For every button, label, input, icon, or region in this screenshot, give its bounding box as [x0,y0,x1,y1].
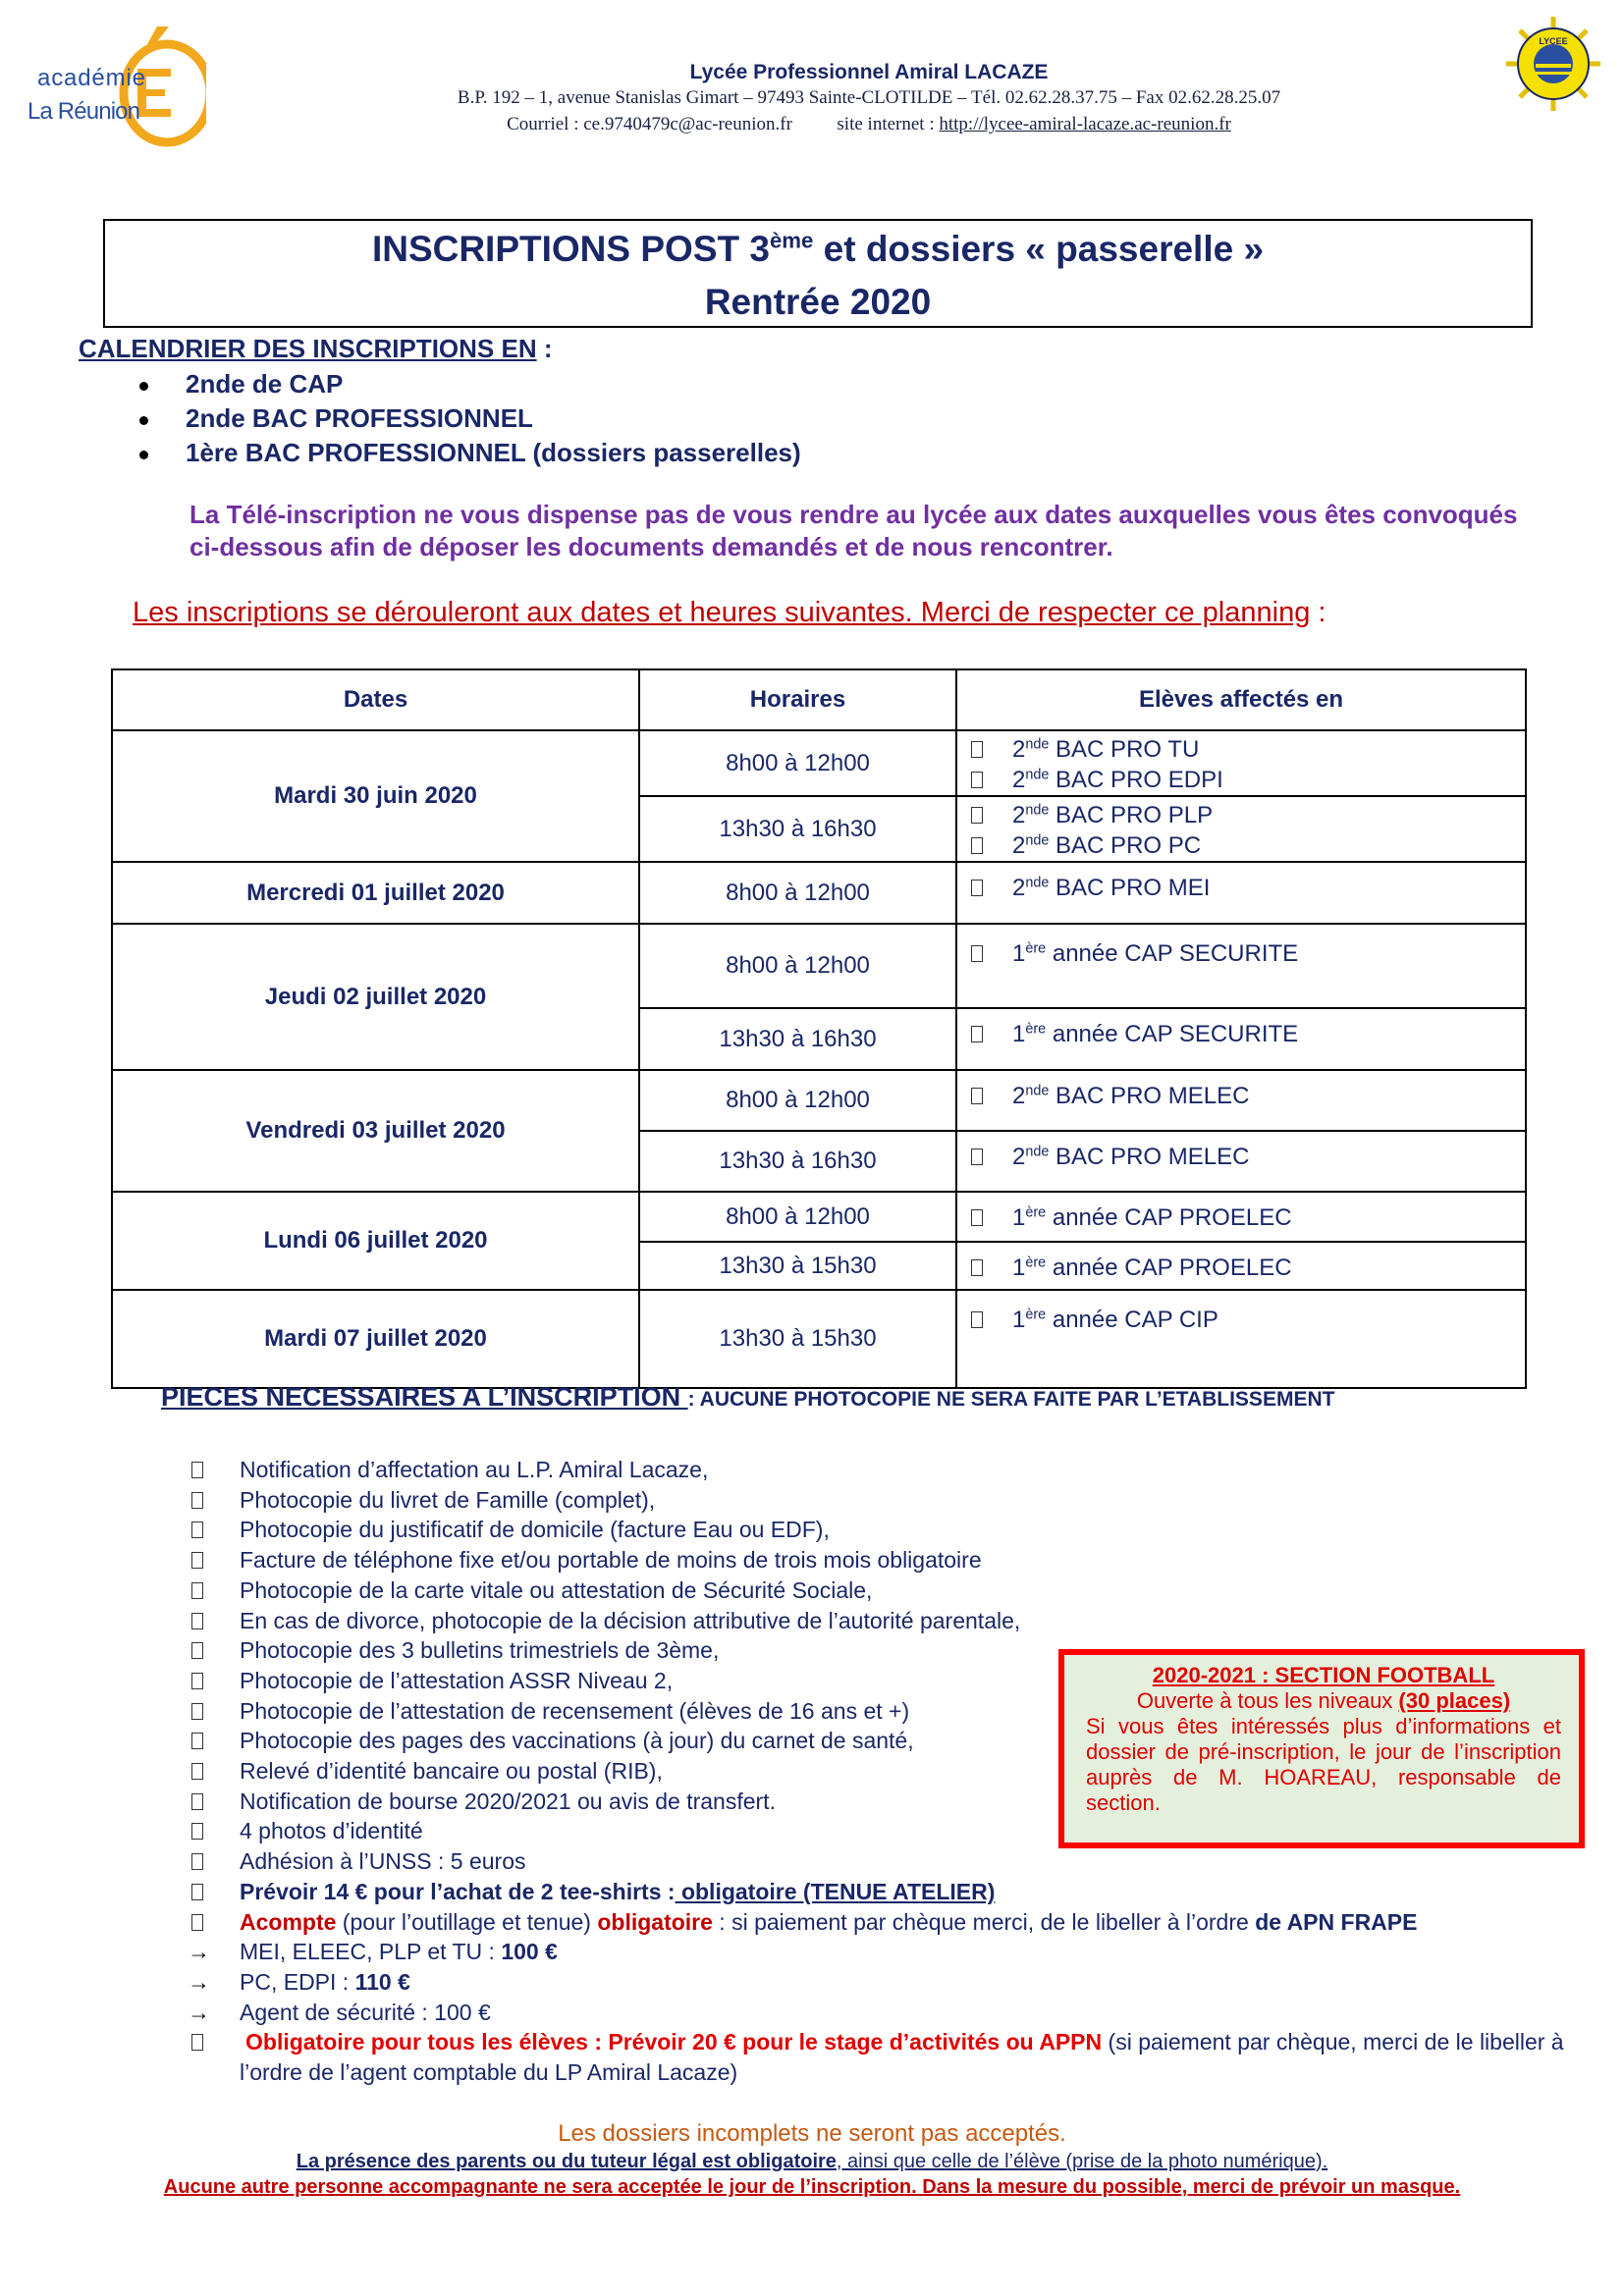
hours-cell: 13h30 à 15h30 [639,1242,956,1290]
football-levels: Ouverte à tous les niveaux (30 places) [1136,1688,1511,1713]
checkbox-icon [971,772,983,788]
calendar-heading: CALENDRIER DES INSCRIPTIONS EN : [79,334,553,363]
hours-cell: 13h30 à 16h30 [639,1008,956,1070]
column-header: Horaires [639,669,956,730]
checkbox-icon [191,1522,203,1538]
hours-cell: 8h00 à 12h00 [639,1070,956,1131]
checkbox-icon [971,880,983,896]
piece-item: 4 photos d’identité [191,1816,1586,1846]
checkbox-icon [191,1914,203,1931]
classes-cell [956,1070,1526,1131]
hours-cell: 13h30 à 16h30 [639,796,956,862]
school-name: Lycée Professionnel Amiral LACAZE [689,61,1049,83]
piece-item: Photocopie du justificatif de domicile (facture Eau ou EDF), [191,1515,1586,1545]
arrow-icon: → [188,1968,210,1995]
hours-cell: 8h00 à 12h00 [639,730,956,796]
piece-item: Photocopie des pages des vaccinations (à jour) du carnet de santé, [191,1726,1586,1756]
date-cell: Jeudi 02 juillet 2020 [112,924,639,1070]
date-cell: Mardi 07 juillet 2020 [112,1290,639,1388]
checkbox-icon [971,837,983,854]
checkbox-icon [971,1259,983,1276]
checkbox-icon [191,1673,203,1689]
date-cell: Lundi 06 juillet 2020 [112,1192,639,1290]
pieces-subheading: : AUCUNE PHOTOCOPIE NE SERA FAITE PAR L’ETABLISSEMENT [687,1388,1335,1411]
checkbox-icon [191,1853,203,1870]
classes-cell [956,796,1526,862]
checkbox-icon [191,1492,203,1509]
class-item: 1ère année CAP SECURITE [971,938,1525,969]
school-address: B.P. 192 – 1, avenue Stanislas Gimart – 97493 Sainte-CLOTILDE – Tél. 02.62.28.37.75 – Fax 02.62.28.25.07 [457,87,1281,108]
price-item: → Agent de sécurité : 100 € [191,1998,1586,2028]
svg-text:LYCEE: LYCEE [1539,36,1568,46]
hours-cell: 8h00 à 12h00 [639,862,956,924]
no-companion-notice: Aucune autre personne accompagnante ne sera acceptée le jour de l’inscription. Dans la mesure du possible, merci de prévoir un masque. [163,2176,1461,2198]
bullet-icon [139,451,148,459]
calendar-item: 2nde BAC PROFESSIONNEL [139,403,533,434]
schedule-row [112,1192,1526,1242]
checkbox-icon [971,741,983,758]
bullet-icon [139,382,148,391]
checkbox-icon [191,1884,203,1900]
pieces-heading: PIECES NECESSAIRES A L’INSCRIPTION : AUCUNE PHOTOCOPIE NE SERA FAITE PAR L’ETABLISSEMENT [161,1382,1335,1412]
football-body: Si vous êtes intéressés plus d’informations et dossier de pré-inscription, le jour de l’inscription auprès de M. HOAREAU, responsable de section. [1086,1714,1561,1815]
column-header: Elèves affectés en [956,669,1526,730]
class-item: 2nde BAC PRO MEI [971,873,1525,903]
tshirts-item: Prévoir 14 € pour l’achat de 2 tee-shirts : obligatoire (TENUE ATELIER) [191,1877,1586,1907]
checkbox-icon [191,1582,203,1599]
class-item: 2nde BAC PRO MELEC [971,1081,1525,1111]
checkbox-icon [191,1613,203,1629]
classes-cell [956,1290,1526,1388]
checkbox-icon [971,1088,983,1104]
class-item: 1ère année CAP PROELEC [971,1253,1525,1283]
schedule-row [112,1070,1526,1131]
checkbox-icon [971,1311,983,1328]
title-line-1: INSCRIPTIONS POST 3ème et dossiers « passerelle » [371,228,1265,269]
title-line-2: Rentrée 2020 [704,282,932,322]
piece-item: Notification de bourse 2020/2021 ou avis de transfert. [191,1787,1586,1817]
checkbox-icon [191,1793,203,1810]
classes-cell [956,1192,1526,1242]
schedule-notice: Les inscriptions se dérouleront aux dates et heures suivantes. Merci de respecter ce planning : [133,597,1326,628]
classes-cell [956,924,1526,1008]
class-item: 1ère année CAP PROELEC [971,1202,1525,1233]
class-item: 2nde BAC PRO EDPI [971,765,1525,795]
checkbox-icon [191,1763,203,1780]
price-item: → MEI, ELEEC, PLP et TU : 100 € [191,1937,1586,1967]
piece-item: Photocopie de l’attestation ASSR Niveau 2, [191,1666,1586,1696]
date-cell: Mercredi 01 juillet 2020 [112,862,639,924]
classes-cell [956,862,1526,924]
date-cell: Mardi 30 juin 2020 [112,730,639,862]
checkbox-icon [191,1823,203,1840]
classes-cell [956,1242,1526,1290]
date-cell: Vendredi 03 juillet 2020 [112,1070,639,1192]
acompte-item: Acompte (pour l’outillage et tenue) obligatoire : si paiement par chèque merci, de le libeller à l’ordre de APN FRAPE [191,1907,1586,1938]
class-item: 1ère année CAP SECURITE [971,1019,1525,1049]
email: Courriel : ce.9740479c@ac-reunion.fr [507,114,792,134]
checkbox-icon [191,1462,203,1478]
piece-item: Notification d’affectation au L.P. Amiral Lacaze, [191,1455,1586,1485]
schedule-row [112,1290,1526,1388]
column-header: Dates [112,669,639,730]
bullet-icon [139,416,148,425]
hours-cell: 8h00 à 12h00 [639,1192,956,1242]
checkbox-icon [191,1642,203,1659]
calendar-item: 2nde de CAP [139,369,343,400]
svg-text:La Réunion: La Réunion [27,98,140,125]
checkbox-icon [971,807,983,824]
piece-item: Photocopie des 3 bulletins trimestriels de 3ème, [191,1635,1586,1666]
tele-inscription-notice: La Télé-inscription ne vous dispense pas de vous rendre au lycée aux dates auxquelles vous êtes convoqués ci-dessous afin de déposer les documents demandés et de nous rencontrer. [189,500,1518,561]
class-item: 2nde BAC PRO PC [971,830,1525,861]
checkbox-icon [191,1733,203,1749]
presence-notice: La présence des parents ou du tuteur légal est obligatoire, ainsi que celle de l’élève (prise de la photo numérique). [296,2151,1328,2172]
price-item: → PC, EDPI : 110 € [191,1967,1586,1998]
piece-item: Adhésion à l’UNSS : 5 euros [191,1846,1586,1877]
arrow-icon: → [188,1939,210,1965]
classes-cell [956,1131,1526,1192]
checkbox-icon [191,1552,203,1569]
checkbox-icon [191,2034,203,2051]
piece-item: Photocopie de l’attestation de recensement (élèves de 16 ans et +) [191,1696,1586,1727]
checkbox-icon [971,1209,983,1226]
incomplete-notice: Les dossiers incomplets ne seront pas acceptés. [558,2120,1066,2147]
site-label: site internet : [837,114,935,134]
class-item: 1ère année CAP CIP [971,1305,1525,1335]
schedule-table [111,668,1527,1389]
piece-item: Photocopie du livret de Famille (complet), [191,1485,1586,1516]
piece-item: Relevé d’identité bancaire ou postal (RIB), [191,1756,1586,1787]
calendar-item: 1ère BAC PROFESSIONNEL (dossiers passerelles) [139,438,801,468]
site-link[interactable]: http://lycee-amiral-lacaze.ac-reunion.fr [939,114,1231,134]
hours-cell: 8h00 à 12h00 [639,924,956,1008]
football-title: 2020-2021 : SECTION FOOTBALL [1152,1663,1495,1687]
arrow-icon: → [188,1999,210,2025]
schedule-row [112,862,1526,924]
svg-text:académie: académie [37,65,145,91]
checkbox-icon [971,1026,983,1042]
hours-cell: 13h30 à 15h30 [639,1290,956,1388]
appn-item: Obligatoire pour tous les élèves : Prévoir 20 € pour le stage d’activités ou APPN (si paiement par chèque, merci de le libeller à l’ordre de l’agent comptable du LP Amiral Lacaze) [191,2027,1586,2087]
football-section-box [1058,1649,1585,1848]
schedule-row [112,924,1526,1008]
title-box [103,219,1533,328]
classes-cell [956,730,1526,796]
piece-item: En cas de divorce, photocopie de la décision attributive de l’autorité parentale, [191,1606,1586,1636]
piece-item: Facture de téléphone fixe et/ou portable de moins de trois mois obligatoire [191,1545,1586,1575]
school-contact [0,114,1624,135]
class-item: 2nde BAC PRO TU [971,734,1525,765]
classes-cell [956,1008,1526,1070]
class-item: 2nde BAC PRO MELEC [971,1142,1525,1172]
piece-item: Photocopie de la carte vitale ou attestation de Sécurité Sociale, [191,1575,1586,1606]
hours-cell: 13h30 à 16h30 [639,1131,956,1192]
checkbox-icon [971,1148,983,1165]
checkbox-icon [191,1703,203,1720]
schedule-row [112,730,1526,796]
class-item: 2nde BAC PRO PLP [971,800,1525,830]
checkbox-icon [971,945,983,962]
